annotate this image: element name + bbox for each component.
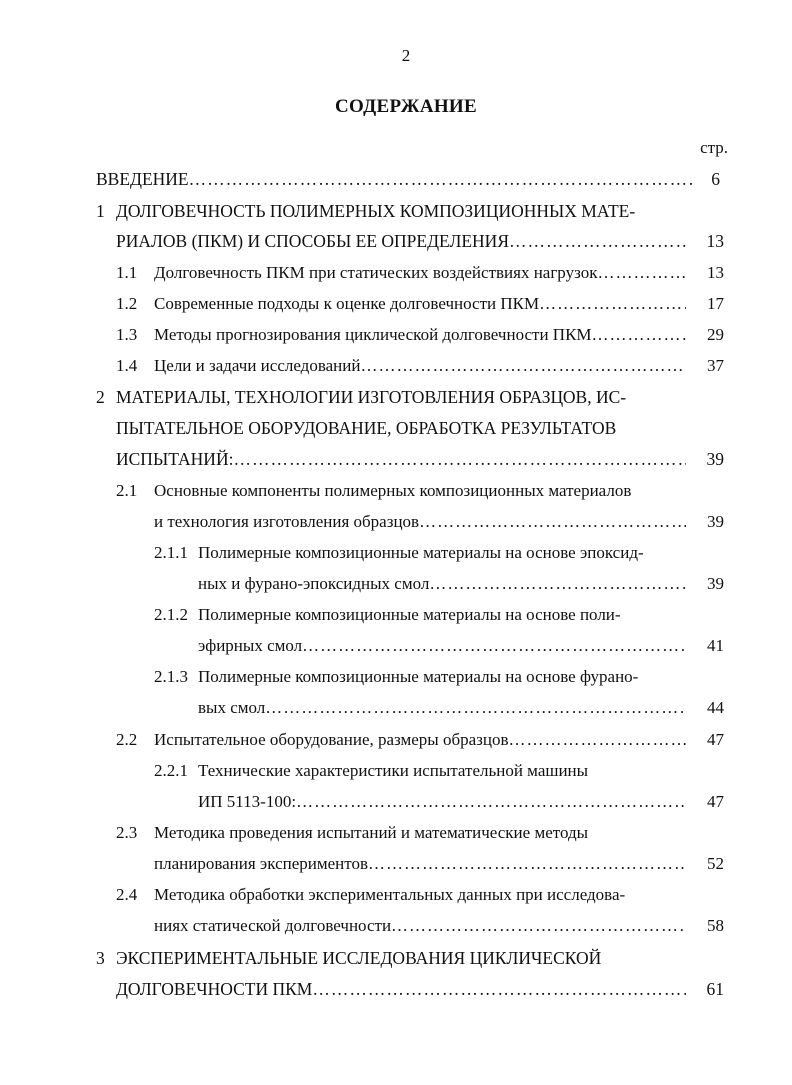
toc-entry-page: 13 [706,231,724,251]
toc-entry-number: 1.1 [116,263,138,282]
toc-entry-number: 1 [96,201,105,221]
toc-entry-3[interactable] [96,943,736,969]
toc-entry-text: Современные подходы к оценке долговечности ПКМ [154,294,540,313]
toc-entry-2-1-2-cont[interactable] [198,631,724,657]
toc-entry-text-cont: РИАЛОВ (ПКМ) И СПОСОБЫ ЕЕ ОПРЕДЕЛЕНИЯ [116,231,509,251]
toc-leader-dots [509,729,686,751]
toc-entry-text-cont: и технология изготовления образцов [154,512,420,531]
toc-entry-1-2[interactable] [116,289,724,315]
toc-leader-dots [302,635,686,657]
toc-entry-number: 2.2.1 [154,761,188,780]
toc-entry-text-cont: планирования экспериментов [154,854,368,873]
toc-leader-dots [539,293,686,315]
toc-entry-number: 2.1.3 [154,667,188,686]
toc-leader-dots [360,355,686,377]
toc-entry-2[interactable] [96,382,736,408]
toc-entry-number: 2.1.1 [154,543,188,562]
toc-entry-page: 13 [707,263,724,282]
toc-entry-2-4[interactable] [116,880,736,906]
toc-leader-dots [509,230,686,252]
toc-entry-page: 58 [707,916,724,935]
toc-entry-text: Полимерные композиционные материалы на основе поли- [198,605,621,624]
toc-entry-text: Методы прогнозирования циклической долговечности ПКМ [154,325,592,344]
toc-entry-number: 1.3 [116,325,138,344]
toc-entry-text-cont: ИСПЫТАНИЙ: [116,449,234,469]
toc-entry-1-1[interactable] [116,258,724,284]
toc-entry-number: 2.4 [116,885,138,904]
toc-entry-2-1-1[interactable] [154,538,736,564]
toc-entry-page: 47 [707,730,724,749]
toc-entry-text: ВВЕДЕНИЕ [96,169,189,189]
toc-entry-number: 3 [96,948,105,968]
toc-leader-dots [597,262,686,284]
toc-entry-2-1-cont[interactable] [154,507,724,533]
toc-entry-page: 29 [707,325,724,344]
toc-entry-text: ДОЛГОВЕЧНОСТЬ ПОЛИМЕРНЫХ КОМПОЗИЦИОННЫХ МАТЕ- [116,201,636,221]
toc-entry-page: 39 [707,512,724,531]
toc-entry-text: ЭКСПЕРИМЕНТАЛЬНЫЕ ИССЛЕДОВАНИЯ ЦИКЛИЧЕСКОЙ [116,948,602,968]
toc-entry-text: Основные компоненты полимерных композиционных материалов [154,481,632,500]
toc-entry-2-cont2[interactable] [116,444,724,470]
toc-leader-dots [368,853,686,875]
toc-leader-dots [312,978,686,1000]
toc-entry-text: Полимерные композиционные материалы на основе фурано- [198,667,639,686]
toc-entry-page: 44 [707,698,724,717]
toc-entry-text-cont: эфирных смол [198,636,303,655]
toc-entry-number: 2 [96,387,105,407]
toc-entry-text: Цели и задачи исследований [154,356,361,375]
toc-entry-page: 37 [707,356,724,375]
toc-entry-text-cont: ИП 5113-100: [198,792,297,811]
toc-entry-text-cont: ДОЛГОВЕЧНОСТИ ПКМ [116,979,313,999]
toc-entry-2-1-3-cont[interactable] [198,693,724,719]
toc-entry-number: 1.2 [116,294,138,313]
toc-entry-1-4[interactable] [116,351,724,377]
toc-entry-text: Долговечность ПКМ при статических воздействиях нагрузок [154,263,598,282]
toc-entry-2-1[interactable] [116,476,736,502]
toc-entry-number: 2.1.2 [154,605,188,624]
toc-entry-text: Полимерные композиционные материалы на основе эпоксид- [198,543,644,562]
toc-entry-page: 47 [707,792,724,811]
toc-entry-1[interactable] [96,196,736,222]
toc-entry-2-2-1[interactable] [154,756,736,782]
toc-entry-text: Технические характеристики испытательной машины [198,761,589,780]
toc-entry-number: 2.2 [116,730,138,749]
toc-entry-number: 1.4 [116,356,138,375]
toc-entry-page: 39 [706,449,724,469]
toc-entry-3-cont[interactable] [116,974,724,1000]
toc-entry-2-1-2[interactable] [154,600,736,626]
toc-entry-text-cont: ПЫТАТЕЛЬНОЕ ОБОРУДОВАНИЕ, ОБРАБОТКА РЕЗУЛЬТАТОВ [116,418,617,438]
toc-entry-text: Методика проведения испытаний и математические методы [154,823,589,842]
page-column-header: стр. [700,138,728,157]
toc-leader-dots [391,915,686,937]
toc-entry-intro[interactable] [96,164,720,190]
toc-entry-page: 39 [707,574,724,593]
toc-entry-text: МАТЕРИАЛЫ, ТЕХНОЛОГИИ ИЗГОТОВЛЕНИЯ ОБРАЗЦОВ, ИС- [116,387,627,407]
toc-entry-1-cont[interactable] [116,226,724,252]
toc-leader-dots [429,573,686,595]
toc-entry-page: 41 [707,636,724,655]
toc-entry-page: 6 [711,169,720,189]
toc-entry-text-cont: вых смол [198,698,266,717]
toc-leader-dots [233,448,686,470]
toc-leader-dots [296,791,686,813]
toc-entry-page: 17 [707,294,724,313]
toc-entry-2-2[interactable] [116,725,724,751]
toc-leader-dots [419,511,686,533]
toc-entry-2-cont[interactable] [116,413,736,439]
page-title: СОДЕРЖАНИЕ [335,96,477,117]
toc-entry-text: Методика обработки экспериментальных данных при исследова- [154,885,626,904]
page-number: 2 [401,46,411,65]
toc-entry-2-1-3[interactable] [154,662,736,688]
toc-entry-1-3[interactable] [116,320,724,346]
toc-entry-2-4-cont[interactable] [154,911,724,937]
toc-entry-text-cont: ниях статической долговечности [154,916,392,935]
toc-entry-number: 2.3 [116,823,138,842]
toc-entry-2-1-1-cont[interactable] [198,569,724,595]
toc-entry-2-2-1-cont[interactable] [198,787,724,813]
toc-leader-dots [265,697,686,719]
toc-leader-dots [189,168,694,190]
toc-entry-number: 2.1 [116,481,138,500]
toc-entry-2-3-cont[interactable] [154,849,724,875]
toc-entry-page: 61 [706,979,724,999]
toc-entry-page: 52 [707,854,724,873]
toc-leader-dots [592,324,686,346]
toc-entry-text-cont: ных и фурано-эпоксидных смол [198,574,430,593]
toc-entry-2-3[interactable] [116,818,736,844]
toc-entry-text: Испытательное оборудование, размеры образцов [154,730,509,749]
